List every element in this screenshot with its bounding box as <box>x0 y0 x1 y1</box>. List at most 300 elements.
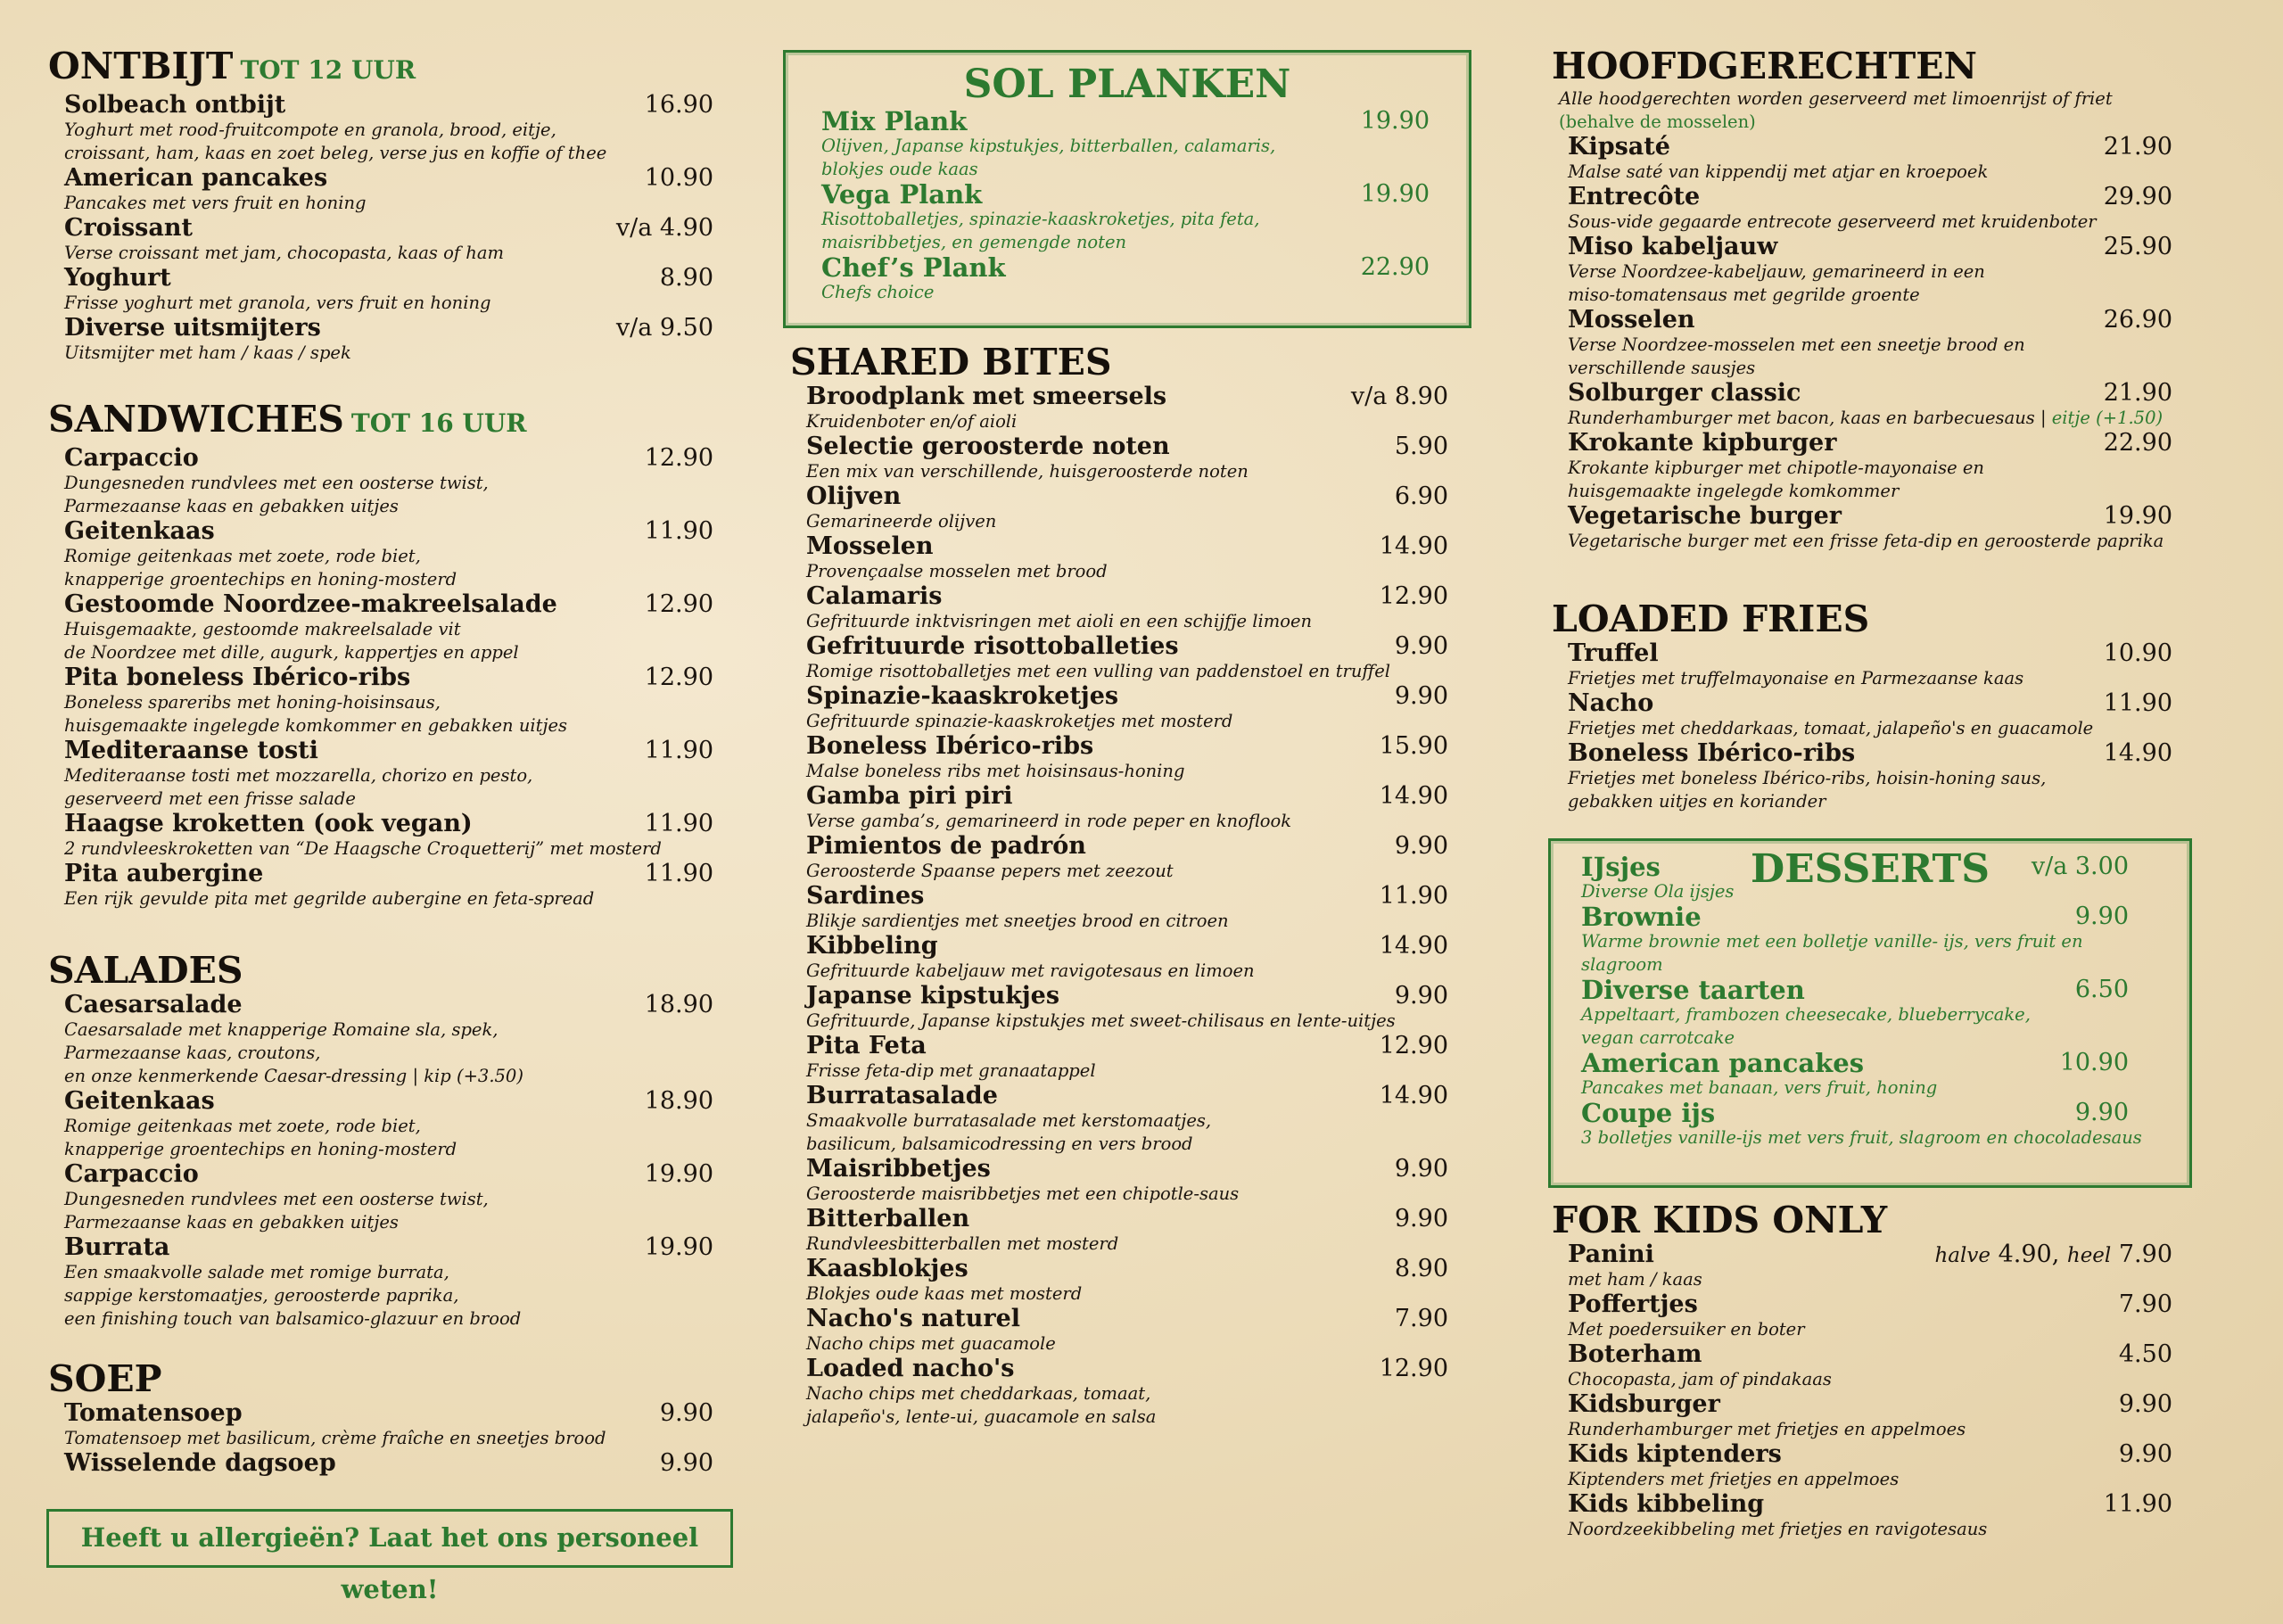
item-description-text: Risottoballetjes, spinazie-kaaskroketjes, pita feta, maisribbetjes, en gemengde noten <box>821 209 1260 252</box>
item-price: 9.90 <box>1394 632 1448 660</box>
menu-item <box>805 181 1451 254</box>
item-description <box>1568 530 2194 553</box>
section-title-text: SANDWICHES <box>48 398 344 441</box>
item-description <box>64 545 735 591</box>
item-name: Kibbeling <box>806 932 938 960</box>
item-name: Kids kibbeling <box>1568 1490 1765 1518</box>
item-description-text: Yoghurt met rood-fruitcompote en granola, brood, eitje, croissant, ham, kaas en zoet beleg, verse jus en koffie of thee <box>64 120 607 163</box>
item-price: v/a 4.90 <box>615 214 713 242</box>
item-description-text: Rundvleesbitterballen met mosterd <box>806 1233 1119 1254</box>
item-description <box>64 342 735 365</box>
item-description-text: Met poedersuiker en boter <box>1568 1319 1805 1340</box>
menu-item <box>1552 234 2194 307</box>
menu-item <box>1552 1491 2194 1541</box>
item-description-text: Verse Noordzee-kabeljauw, gemarineerd in een miso-tomatensaus met gegrilde groente <box>1568 261 1985 305</box>
item-description-text: Nacho chips met cheddarkaas, tomaat, jalapeño's, lente-ui, guacamole en salsa <box>806 1383 1157 1427</box>
item-description-text: Frisse feta-dip met granaatappel <box>806 1060 1096 1081</box>
item-description <box>1568 667 2194 690</box>
item-price: v/a 3.00 <box>2031 853 2129 880</box>
section-title <box>48 45 735 92</box>
item-name: Coupe ijs <box>1581 1098 1716 1128</box>
item-price: 15.90 <box>1379 732 1448 760</box>
item-price: 11.90 <box>2103 1490 2172 1518</box>
menu-item <box>48 811 735 861</box>
item-name: Boterham <box>1568 1340 1702 1368</box>
item-price: 21.90 <box>2103 133 2172 161</box>
item-price: 7.90 <box>2118 1290 2172 1318</box>
item-description-text: Verse gamba’s, gemarineerd in rode peper en knoflook <box>806 811 1292 831</box>
item-description <box>806 560 1470 583</box>
item-description-text: Een rijk gevulde pita met gegrilde aubergine en feta-spread <box>64 888 595 909</box>
item-price: 18.90 <box>644 991 713 1018</box>
item-name: Brownie <box>1581 902 1702 932</box>
item-description-text: Romige geitenkaas met zoete, rode biet, knapperige groentechips en honing-mosterd <box>64 1116 457 1159</box>
item-description <box>64 1115 735 1161</box>
item-price: 18.90 <box>644 1087 713 1115</box>
menu-item <box>1552 690 2194 740</box>
menu-item <box>48 591 735 664</box>
item-price: 25.90 <box>2103 233 2172 260</box>
item-description-text: Frietjes met cheddarkaas, tomaat, jalapeño's en guacamole <box>1568 718 2094 738</box>
item-price: 19.90 <box>1360 180 1430 208</box>
item-description <box>806 460 1470 483</box>
menu-item <box>805 108 1451 181</box>
item-description-text: Blokjes oude kaas met mosterd <box>806 1283 1083 1304</box>
item-price: 16.90 <box>644 91 713 119</box>
item-name: Maisribbetjes <box>806 1155 991 1183</box>
item-price: 10.90 <box>2103 639 2172 667</box>
item-description <box>1581 930 2150 977</box>
price-full: 7.90 <box>2118 1241 2172 1268</box>
item-price: 11.90 <box>644 810 713 837</box>
section-title: HOOFDGERECHTEN <box>1552 45 1978 87</box>
item-description <box>1568 334 2194 380</box>
menu-item <box>1565 1050 2150 1100</box>
item-description-text: Malse saté van kippendij met atjar en kroepoek <box>1568 161 1989 182</box>
item-price <box>1934 1241 2172 1269</box>
item-price: 9.90 <box>2118 1390 2172 1418</box>
menu-item <box>1552 307 2194 380</box>
item-description-text: Runderhamburger met frietjes en appelmoes <box>1568 1419 1966 1439</box>
item-price: 4.50 <box>2118 1340 2172 1368</box>
menu-item <box>1552 430 2194 503</box>
item-name: American pancakes <box>1581 1048 1865 1078</box>
item-price: 14.90 <box>1379 532 1448 560</box>
item-description-text: Sous-vide gegaarde entrecote geserveerd met kruidenboter <box>1568 211 2097 232</box>
item-description <box>806 1109 1470 1156</box>
item-name: Panini <box>1568 1241 1654 1268</box>
item-name: Yoghurt <box>64 264 171 292</box>
item-description-text: Dungesneden rundvlees met een oosterse twist, Parmezaanse kaas en gebakken uitjes <box>64 1189 489 1232</box>
item-price: 9.90 <box>659 1449 713 1477</box>
item-description <box>821 208 1451 254</box>
menu-item <box>1565 853 2150 903</box>
menu-item <box>805 254 1451 304</box>
menu-item <box>790 883 1470 933</box>
item-list <box>1552 1291 2194 1541</box>
item-price: 11.90 <box>644 860 713 887</box>
item-description <box>64 1188 735 1234</box>
item-price: 8.90 <box>1394 1255 1448 1282</box>
item-description-text: Verse Noordzee-mosselen met een sneetje brood en verschillende sausjes <box>1568 334 2025 378</box>
item-description <box>64 618 735 664</box>
menu-item <box>790 433 1470 483</box>
item-description <box>806 760 1470 783</box>
item-description-text: Pancakes met banaan, vers fruit, honing <box>1581 1077 1938 1098</box>
menu-item <box>790 533 1470 583</box>
item-name: American pancakes <box>64 164 328 192</box>
item-price: 19.90 <box>644 1233 713 1261</box>
item-description-text: Diverse Ola ijsjes <box>1581 881 1735 902</box>
item-name: Mosselen <box>806 532 934 560</box>
item-description <box>64 1427 735 1450</box>
item-description <box>806 1059 1470 1083</box>
menu-item <box>48 738 735 811</box>
item-description-text: Malse boneless ribs met hoisinsaus-honing <box>806 761 1185 781</box>
item-description <box>1568 1518 2194 1541</box>
item-description <box>1581 1003 2150 1050</box>
menu-item-panini <box>1552 1241 2194 1291</box>
section-soep <box>48 1357 735 1477</box>
item-price: 9.90 <box>659 1399 713 1427</box>
item-description-text: Blikje sardientjes met sneetjes brood en citroen <box>806 911 1229 931</box>
item-description-text: Geroosterde maisribbetjes met een chipotle-saus <box>806 1183 1240 1204</box>
item-name: Boneless Ibérico-ribs <box>806 732 1094 760</box>
item-description-text: Frisse yoghurt met granola, vers fruit en honing <box>64 293 491 313</box>
item-description-text: Dungesneden rundvlees met een oosterse twist, Parmezaanse kaas en gebakken uitjes <box>64 473 489 516</box>
menu-item <box>48 992 735 1088</box>
item-description-text: Romige risottoballetjes met een vulling van paddenstoel en truffel <box>806 661 1391 681</box>
item-name: Kaasblokjes <box>806 1255 968 1282</box>
menu-item <box>790 633 1470 683</box>
menu-item <box>790 983 1470 1033</box>
item-description-text: Een smaakvolle salade met romige burrata, sappige kerstomaatjes, geroosterde paprika, een finishing touch van balsamico-glazuur en brood <box>64 1262 522 1329</box>
menu-item <box>48 664 735 738</box>
item-price: 9.90 <box>1394 1155 1448 1183</box>
menu-item <box>48 1234 735 1331</box>
menu-item <box>1552 640 2194 690</box>
section-title-text: ONTBIJT <box>48 45 234 87</box>
item-description <box>806 1282 1470 1306</box>
item-description <box>806 660 1470 683</box>
menu-item <box>1552 1291 2194 1341</box>
item-description <box>64 691 735 738</box>
item-description <box>64 1261 735 1331</box>
item-description <box>806 1382 1470 1429</box>
item-description <box>64 472 735 518</box>
item-name: Kids kiptenders <box>1568 1440 1782 1468</box>
section-suffix: TOT 12 UUR <box>240 55 416 85</box>
item-description <box>806 410 1470 433</box>
item-description-text: Boneless spareribs met honing-hoisinsaus, huisgemaakte ingelegde komkommer en gebakken uitjes <box>64 692 568 736</box>
item-list <box>1552 640 2194 813</box>
item-description-text: Gefrituurde kabeljauw met ravigotesaus en limoen <box>806 960 1255 981</box>
item-name: Olijven <box>806 482 902 510</box>
menu-item <box>1552 184 2194 234</box>
item-description <box>1568 767 2194 813</box>
item-list <box>48 92 735 365</box>
item-name: Mediteraanse tosti <box>64 737 318 764</box>
section-salades <box>48 949 735 1331</box>
item-description-text: Frietjes met truffelmayonaise en Parmezaanse kaas <box>1568 668 2024 688</box>
item-description <box>821 281 1451 304</box>
item-name: Mosselen <box>1568 306 1695 334</box>
item-description <box>1568 1318 2194 1341</box>
menu-item <box>48 1088 735 1161</box>
item-name: Kipsaté <box>1568 133 1670 161</box>
item-list <box>48 445 735 911</box>
item-description <box>806 960 1470 983</box>
item-description <box>1568 457 2194 503</box>
menu-item <box>790 1306 1470 1356</box>
section-title: SALADES <box>48 949 243 992</box>
item-name: Diverse uitsmijters <box>64 314 321 342</box>
item-description <box>64 119 735 165</box>
item-name: Krokante kipburger <box>1568 429 1837 457</box>
menu-item <box>790 583 1470 633</box>
menu-item <box>48 445 735 518</box>
item-list <box>786 108 1469 304</box>
menu-item <box>790 1033 1470 1083</box>
item-name: Poffertjes <box>1568 1290 1698 1318</box>
item-price: 11.90 <box>2103 689 2172 717</box>
item-price: 12.90 <box>644 590 713 618</box>
section-ontbijt <box>48 45 735 365</box>
item-description: met ham / kaas <box>1568 1269 1702 1290</box>
item-name: Boneless Ibérico-ribs <box>1568 739 1856 767</box>
item-description-text: Geroosterde Spaanse pepers met zeezout <box>806 861 1174 881</box>
item-name: Chef’s Plank <box>821 252 1006 283</box>
item-description-text: Chefs choice <box>821 282 935 302</box>
item-list <box>1552 134 2194 553</box>
menu-item <box>1552 380 2194 430</box>
item-name: Truffel <box>1568 639 1659 667</box>
section-note-green: (behalve de mosselen) <box>1559 111 1756 132</box>
item-name: Pimientos de padrón <box>806 832 1086 860</box>
item-price: 29.90 <box>2103 183 2172 210</box>
item-description-text: Gefrituurde inktvisringen met aioli en een schijfje limoen <box>806 611 1313 631</box>
item-price: 19.90 <box>644 1160 713 1188</box>
menu-item <box>790 1206 1470 1256</box>
menu-item <box>790 833 1470 883</box>
item-description <box>806 810 1470 833</box>
item-description <box>64 1018 735 1088</box>
section-note: Alle hoodgerechten worden geserveerd met limoenrijst of friet <box>1559 88 2113 109</box>
menu-item <box>1565 903 2150 977</box>
menu-item <box>48 315 735 365</box>
item-description <box>1568 1468 2194 1491</box>
item-price: v/a 9.50 <box>615 314 713 342</box>
item-description-text: Kiptenders met frietjes en appelmoes <box>1568 1469 1900 1489</box>
section-suffix: TOT 16 UUR <box>350 408 527 438</box>
item-price: 11.90 <box>1379 882 1448 910</box>
menu-item <box>1552 1441 2194 1491</box>
item-description-text: Tomatensoep met basilicum, crème fraîche en sneetjes brood <box>64 1428 606 1448</box>
item-price: 10.90 <box>2059 1049 2129 1076</box>
item-description-text: Huisgemaakte, gestoomde makreelsalade vit de Noordzee met dille, augurk, kappertjes en appel <box>64 619 519 663</box>
item-price: 9.90 <box>1394 832 1448 860</box>
item-price: 9.90 <box>1394 682 1448 710</box>
item-name: Caesarsalade <box>64 991 243 1018</box>
item-description <box>64 242 735 265</box>
item-price: 12.90 <box>644 444 713 472</box>
item-description-text: Runderhamburger met bacon, kaas en barbecuesaus | <box>1568 408 2047 428</box>
item-price: 9.90 <box>2118 1440 2172 1468</box>
section-hoofdgerechten <box>1552 45 2194 553</box>
item-description <box>806 710 1470 733</box>
menu-item <box>1552 503 2194 553</box>
item-price: 19.90 <box>1360 107 1430 135</box>
item-name: Miso kabeljauw <box>1568 233 1778 260</box>
item-price: 9.90 <box>1394 982 1448 1010</box>
item-name: Sardines <box>806 882 925 910</box>
item-name: Tomatensoep <box>64 1399 243 1427</box>
desserts-box <box>1548 838 2192 1188</box>
item-price: 11.90 <box>644 737 713 764</box>
item-price: 19.90 <box>2103 502 2172 530</box>
item-list <box>48 992 735 1331</box>
section-title: FOR KIDS ONLY <box>1552 1199 1888 1241</box>
menu-item <box>790 733 1470 783</box>
item-price: 26.90 <box>2103 306 2172 334</box>
item-name: Spinazie-kaaskroketjes <box>806 682 1119 710</box>
menu-item <box>1552 134 2194 184</box>
item-name: Pita Feta <box>806 1032 927 1059</box>
item-description <box>806 910 1470 933</box>
sol-planken-box <box>783 50 1471 328</box>
allergy-notice: Heeft u allergieën? Laat het ons personeel weten! <box>46 1509 733 1568</box>
menu-item <box>48 215 735 265</box>
item-name: Croissant <box>64 214 193 242</box>
item-description-text: Appeltaart, frambozen cheesecake, blueberrycake, vegan carrotcake <box>1581 1004 2031 1048</box>
item-price: 14.90 <box>1379 1082 1448 1109</box>
menu-item <box>1552 1341 2194 1391</box>
item-list <box>1552 1241 2194 1291</box>
item-description <box>806 1232 1470 1256</box>
item-name: Gestoomde Noordzee-makreelsalade <box>64 590 557 618</box>
item-name: Haagse kroketten (ook vegan) <box>64 810 473 837</box>
item-description <box>64 192 735 215</box>
section-title: SOEP <box>48 1357 162 1400</box>
item-description-text: Caesarsalade met knapperige Romaine sla, spek, Parmezaanse kaas, croutons, en onze kenmerkende Caesar-dressing | kip (+3.50) <box>64 1019 523 1086</box>
item-price: 12.90 <box>1379 582 1448 610</box>
item-description-text: Romige geitenkaas met zoete, rode biet, knapperige groentechips en honing-mosterd <box>64 546 457 589</box>
item-description <box>64 887 735 911</box>
item-price: 9.90 <box>2074 1099 2129 1126</box>
item-name: Diverse taarten <box>1581 975 1805 1005</box>
item-price: 9.90 <box>1394 1205 1448 1232</box>
item-name: Calamaris <box>806 582 943 610</box>
item-name: Bitterballen <box>806 1205 970 1232</box>
section-title <box>48 398 735 445</box>
item-price: 14.90 <box>2103 739 2172 767</box>
menu-item <box>48 1400 735 1450</box>
item-price: 6.50 <box>2074 976 2129 1003</box>
item-description-text: Frietjes met boneless Ibérico-ribs, hoisin-honing saus, gebakken uitjes en koriander <box>1568 768 2047 812</box>
item-name: Loaded nacho's <box>806 1355 1015 1382</box>
item-description-text: 3 bolletjes vanille-ijs met vers fruit, slagroom en chocoladesaus <box>1581 1127 2142 1148</box>
item-description-text: Gemarineerde olijven <box>806 511 997 532</box>
item-price: 6.90 <box>1394 482 1448 510</box>
item-list <box>1551 853 2189 1150</box>
item-description <box>806 1010 1470 1033</box>
section-title: LOADED FRIES <box>1552 598 1870 640</box>
price-full-label: heel <box>2066 1244 2112 1267</box>
menu-item <box>790 1256 1470 1306</box>
item-description <box>806 610 1470 633</box>
menu-item <box>1552 740 2194 813</box>
item-name: Nacho's naturel <box>806 1305 1021 1332</box>
item-description <box>821 135 1451 181</box>
item-description-text: Nacho chips met guacamole <box>806 1333 1056 1354</box>
item-description-text: Verse croissant met jam, chocopasta, kaas of ham <box>64 243 504 263</box>
item-description-text: Warme brownie met een bolletje vanille- ijs, vers fruit en slagroom <box>1581 931 2083 975</box>
item-description <box>1568 260 2194 307</box>
item-name: Japanse kipstukjes <box>806 982 1060 1010</box>
item-name: Wisselende dagsoep <box>64 1449 336 1477</box>
item-description-text: Vegetarische burger met een frisse feta-dip en geroosterde paprika <box>1568 531 2164 551</box>
menu-item <box>1565 977 2150 1050</box>
item-name: Carpaccio <box>64 1160 199 1188</box>
item-description <box>1581 880 2150 903</box>
item-description-text: Smaakvolle burratasalade met kerstomaatjes, basilicum, balsamicodressing en vers brood <box>806 1110 1212 1154</box>
item-price: 10.90 <box>644 164 713 192</box>
item-name: Gamba piri piri <box>806 782 1013 810</box>
item-description <box>806 510 1470 533</box>
item-name: Vega Plank <box>821 179 983 210</box>
item-description-text: Uitsmijter met ham / kaas / spek <box>64 342 351 363</box>
item-description-text: Pancakes met vers fruit en honing <box>64 193 367 213</box>
item-name: Pita aubergine <box>64 860 264 887</box>
item-description <box>806 860 1470 883</box>
item-price: 5.90 <box>1394 433 1448 460</box>
item-description <box>1568 210 2194 234</box>
section-kids <box>1552 1199 2194 1541</box>
menu-item <box>48 1161 735 1234</box>
item-name: Mix Plank <box>821 106 968 136</box>
item-description <box>1568 407 2194 430</box>
item-name: Solbeach ontbijt <box>64 91 286 119</box>
item-name: Entrecôte <box>1568 183 1701 210</box>
menu-item <box>790 1083 1470 1156</box>
menu-item <box>1552 1391 2194 1441</box>
price-half-label: halve <box>1934 1244 1990 1267</box>
menu-item <box>48 92 735 165</box>
item-description <box>1581 1076 2150 1100</box>
item-name: Gefrituurde risottoballeties <box>806 632 1179 660</box>
menu-item <box>790 1356 1470 1429</box>
menu-item <box>790 483 1470 533</box>
menu-item <box>790 383 1470 433</box>
menu-item <box>48 518 735 591</box>
item-description-text: Gefrituurde, Japanse kipstukjes met sweet-chilisaus en lente-uitjes <box>806 1010 1396 1031</box>
item-price: 21.90 <box>2103 379 2172 407</box>
section-shared-bites <box>781 341 1470 1429</box>
item-description <box>806 1183 1470 1206</box>
item-price: 8.90 <box>659 264 713 292</box>
item-description <box>64 837 735 861</box>
item-name: Burratasalade <box>806 1082 998 1109</box>
box-title: SOL PLANKEN <box>963 62 1291 107</box>
item-price: 12.90 <box>1379 1032 1448 1059</box>
price-half: 4.90, <box>1998 1241 2060 1268</box>
item-description-text: 2 rundvleeskroketten van “De Haagsche Croquetterij” met mosterd <box>64 838 662 859</box>
section-loaded-fries <box>1552 598 2194 813</box>
item-price: 14.90 <box>1379 932 1448 960</box>
section-sandwiches <box>48 398 735 911</box>
menu-item <box>48 861 735 911</box>
item-description <box>1581 1126 2150 1150</box>
